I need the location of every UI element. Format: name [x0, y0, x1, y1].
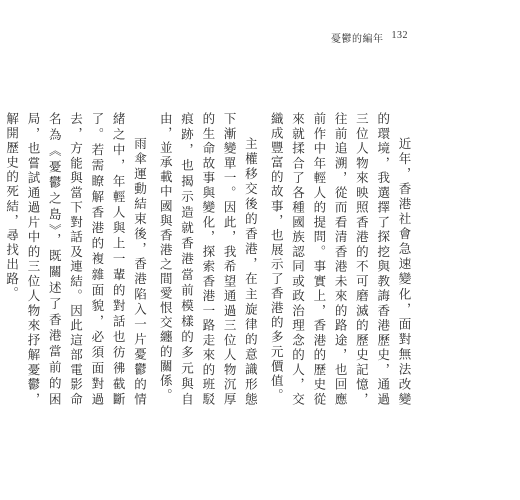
running-head	[331, 30, 408, 45]
running-head-title: 憂鬱的編年	[331, 34, 384, 45]
paragraph-2: 主權移交後的香港，在主旋律的意識形態下漸變單一。因此，我希望通過三位人物沉厚的生命故事與變化，探索香港一路走來的班駁痕跡，也揭示造就香港當前模樣的多元與自由，並承載中國與香港之間愛恨交纏的關係。	[158, 112, 259, 407]
paragraph-3: 雨傘運動結束後，香港陷入一片憂鬱的情緒之中，年輕人與上一輩的對話也彷彿截斷了。若需瞭解香港的複雜面貌，必須面對過去，方能與當下對話及連結。因此這部電影命名為《憂鬱之島》，既關述了香港當前的困局，也嘗試通過片中的三位人物來抒解憂鬱，解開歷史的死結，尋找出路。	[4, 112, 148, 407]
body-text	[0, 112, 415, 407]
page-number: 132	[391, 30, 408, 41]
paragraph-1: 近年，香港社會急速變化，面對無法改變的環境，我選擇了探挖與教誨香港歷史，通過三位人物來映照香港的不可磨滅的歷史記憶，往前追溯，從而看清香港未來的路途，也回應前作中年輕人的提問。事實上，香港的歷史從來就揉合了各種國族認同或政治理念的人，交織成豐富的故事，也展示了香港的多元價值。	[269, 112, 412, 407]
